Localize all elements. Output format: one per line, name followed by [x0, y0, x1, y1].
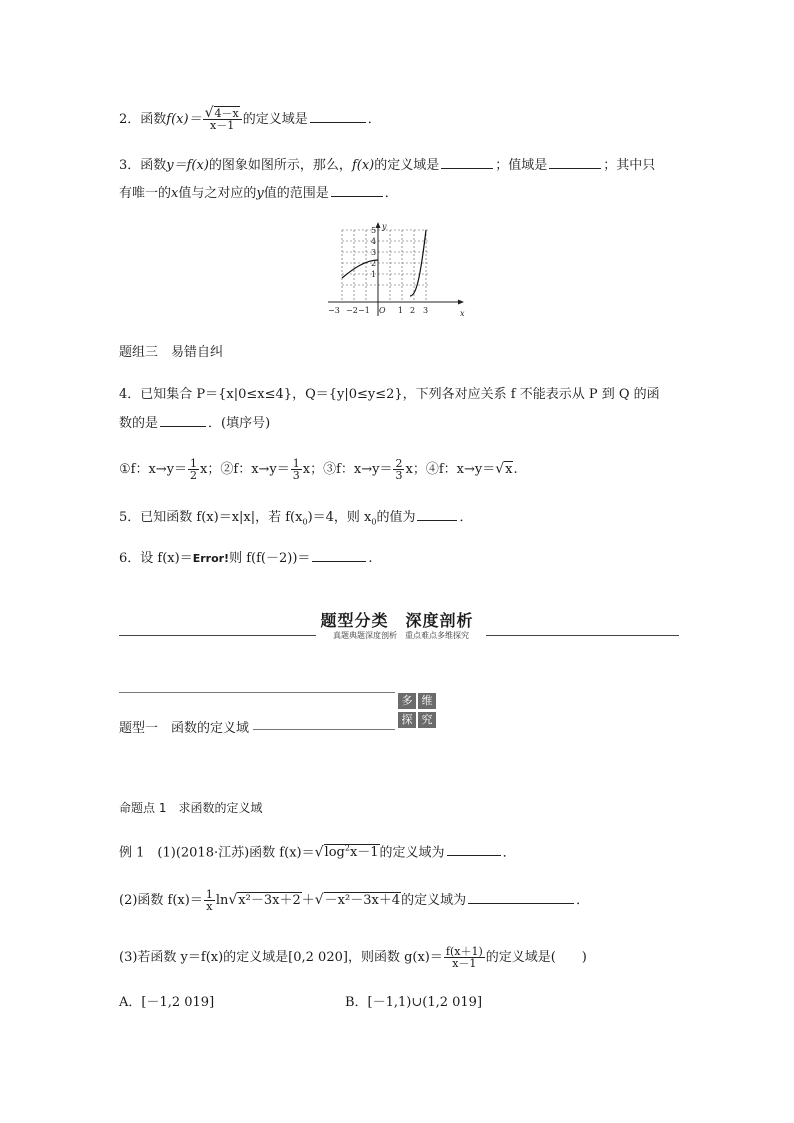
- question-2: 2．函数f(x)＝ $\frac{√4-x}{x-1}$ 的定义域是 ．: [119, 105, 381, 132]
- question-4-options: ①f：x→y＝ $\frac{1}{2}$ x；②f：x→y＝ $\frac{1}{3}$ x；③f：x→y＝ $\frac{2}{3}$ x；④f：x→y＝√x.: [119, 457, 518, 482]
- option-b[interactable]: B．[－1,1)∪(1,2 019]: [345, 995, 483, 1010]
- badge-cell: 探: [398, 712, 416, 728]
- answer-blank[interactable]: [549, 156, 601, 169]
- y-axis-arrow: [376, 222, 381, 228]
- answer-blank[interactable]: [331, 184, 383, 197]
- fraction: $\frac{√4-x}{x-1}$: [203, 108, 242, 131]
- y-tick-3: 3: [371, 248, 377, 257]
- grid-lines: [342, 230, 430, 302]
- option-a[interactable]: A．[－1,2 019]: [119, 995, 215, 1010]
- answer-blank[interactable]: [417, 508, 457, 521]
- y-tick-5: 5: [371, 226, 377, 235]
- question-4-line2: 数的是 ．(填序号): [119, 416, 271, 431]
- answer-blank[interactable]: [160, 414, 206, 427]
- question-3-line1: 3．函数y＝f(x)的图象如图所示，那么，f(x)的定义域是 ；值域是 ；其中只: [119, 158, 656, 173]
- fraction: $\frac{2}{3}$: [395, 457, 403, 482]
- answer-blank[interactable]: [312, 549, 366, 562]
- answer-blank[interactable]: [468, 891, 574, 904]
- y-tick-4: 4: [371, 237, 377, 246]
- x-tick-neg3: −3: [328, 306, 340, 315]
- type-1-top-rule: [119, 692, 395, 693]
- example-1-part-1: 例 1 (1)(2018·江苏)函数 $f(x)=√\log^2x-1$的定义域为 ．: [119, 844, 516, 861]
- section-subtitle: 真题典题深度剖析 重点难点多维探究: [316, 630, 486, 641]
- x-tick-3: 3: [423, 306, 429, 315]
- example-1-part-3: (3)若函数 y＝f(x)的定义域是[0,2 020]，则函数 g(x)＝ $\frac{f(x+1)}{x-1}$ 的定义域是( ): [119, 945, 587, 970]
- point-1-title: 命题点 1 求函数的定义域: [119, 801, 263, 815]
- fraction: $\frac{1}{2}$: [190, 457, 198, 482]
- question-4-line1: 4．已知集合 P＝{x|0≤x≤4}，Q＝{y|0≤y≤2}，下列各对应关系 f 不能表示从 P 到 Q 的函: [119, 387, 660, 402]
- fraction: $\frac{1}{3}$: [292, 457, 300, 482]
- group-3-heading: 题组三 易错自纠: [119, 345, 224, 360]
- answer-blank[interactable]: [441, 156, 493, 169]
- badge-cell: 维: [418, 693, 436, 709]
- badge-cell: 多: [398, 693, 416, 709]
- fraction: $\frac{1}{x}$: [205, 888, 213, 913]
- badge-cell: 究: [418, 712, 436, 728]
- answer-blank[interactable]: [447, 843, 501, 856]
- x-axis-label: x: [460, 309, 465, 318]
- x-tick-neg2: −2: [346, 306, 358, 315]
- x-tick-1: 1: [398, 306, 404, 315]
- type-1-title: 题型一 函数的定义域: [119, 720, 253, 738]
- answer-blank[interactable]: [310, 110, 366, 123]
- x-axis-arrow: [458, 300, 464, 305]
- y-axis-label: y: [382, 222, 387, 231]
- x-tick-2: 2: [410, 306, 416, 315]
- question-6: 6．设 f(x)＝Error!则 f(f(－2))＝ .: [119, 551, 373, 566]
- fraction: $\frac{f(x+1)}{x-1}$: [445, 945, 483, 970]
- x-tick-origin: O: [379, 306, 386, 315]
- question-5: 5．已知函数 f(x)＝x|x|，若 $f(x_0)=4$，则 $x_0$的值为 ．: [119, 510, 473, 527]
- y-tick-2: 2: [371, 259, 377, 268]
- function-graph: [324, 220, 470, 320]
- example-1-part-2: (2)函数 f(x)＝ $\frac{1}{x}$ ln√x²－3x＋2＋√－x²－3x＋4的定义域为 ．: [119, 888, 590, 913]
- section-title: 题型分类 深度剖析: [320, 611, 474, 630]
- question-3-line2: 有唯一的x值与之对应的y值的范围是 ．: [119, 186, 398, 201]
- y-tick-1: 1: [371, 270, 377, 279]
- x-tick-neg1: −1: [358, 306, 370, 315]
